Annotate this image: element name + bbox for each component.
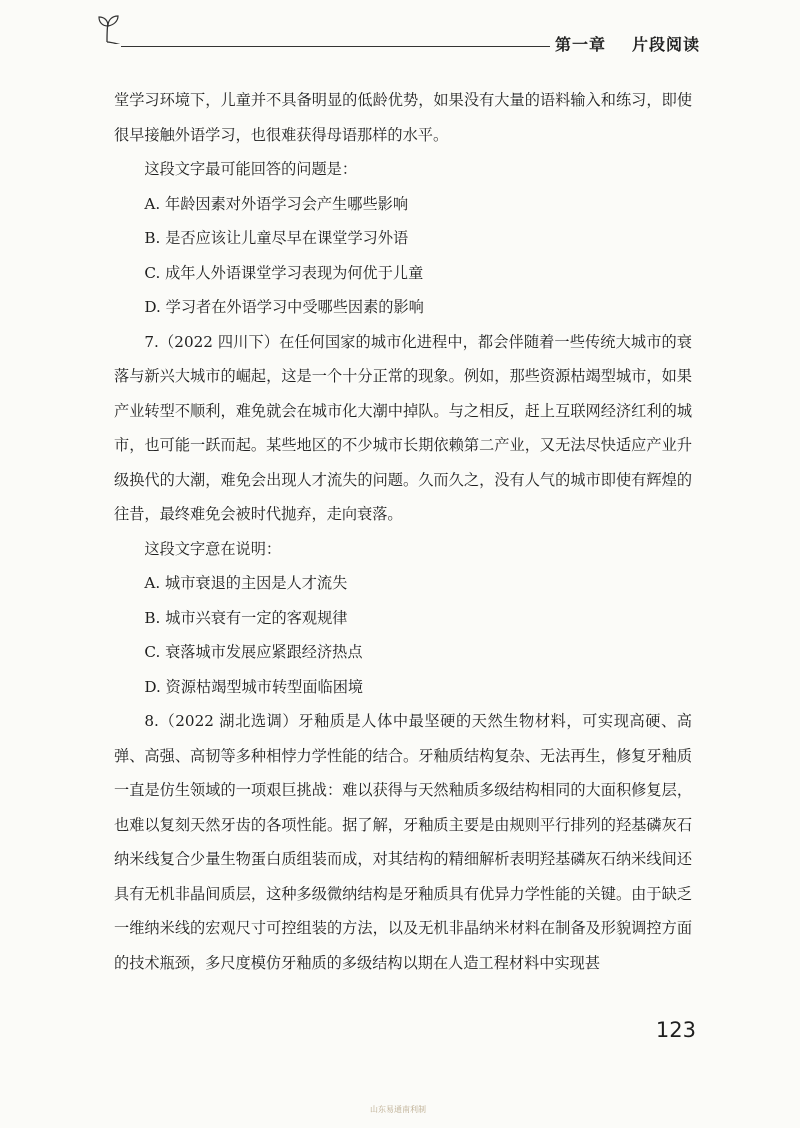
q7-option-b: B. 城市兴衰有一定的客观规律 <box>144 608 348 627</box>
q6-option-a: A. 年龄因素对外语学习会产生哪些影响 <box>144 194 409 213</box>
page-header <box>95 14 700 54</box>
footer-watermark: 山东易通南利制 <box>370 1105 426 1114</box>
q6-option-d: D. 学习者在外语学习中受哪些因素的影响 <box>144 298 424 316</box>
q6-option-b: B. 是否应该让儿童尽早在课堂学习外语 <box>144 229 409 247</box>
q6-option-c: C. 成年人外语课堂学习表现为何优于儿童 <box>144 263 424 282</box>
chapter-title <box>555 32 700 55</box>
chapter-label: 第一章 <box>554 35 606 54</box>
continued-paragraph: 堂学习环境下，儿童并不具备明显的低龄优势，如果没有大量的语料输入和练习，即使很早接触外语学习，也很难获得母语那样的水平。 <box>114 91 692 144</box>
page-number: 123 <box>655 1018 696 1042</box>
q7-question: 这段文字意在说明： <box>144 539 282 558</box>
q7-option-d: D. 资源枯竭型城市转型面临困境 <box>144 677 364 696</box>
page-content <box>114 83 692 980</box>
q8-stem: 8.（2022 湖北选调）牙釉质是人体中最坚硬的天然生物材料，可实现高硬、高弹、高强、高韧等多种相悖力学性能的结合。牙釉质结构复杂、无法再生，修复牙釉质一直是仿生领域的一项艰巨挑战：难以获得与天然釉质多级结构相同的大面积修复层，也难以复刻天然牙齿的各项性能。据了解，牙釉质主要是由规则平行排列的羟基磷灰石纳米线复合少量生物蛋白质组装而成，对其结构的精细解析表明羟基磷灰石纳米线间还具有无机非晶间质层，这种多级微纳结构是牙釉质具有优异力学性能的关键。由于缺乏一维纳米线的宏观尺寸可控组装的方法，以及无机非晶纳米材料在制备及形貌调控方面的技术瓶颈，多尺度模仿牙釉质的多级结构以期在人造工程材料中实现甚 <box>114 712 692 972</box>
section-label: 片段阅读 <box>631 35 700 54</box>
leaf-icon <box>95 14 129 44</box>
q7-stem: 7.（2022 四川下）在任何国家的城市化进程中，都会伴随着一些传统大城市的衰落与新兴大城市的崛起，这是一个十分正常的现象。例如，那些资源枯竭型城市，如果产业转型不顺利，难免就会在城市化大潮中掉队。与之相反，赶上互联网经济红利的城市，也可能一跃而起。某些地区的不少城市长期依赖第二产业，又无法尽快适应产业升级换代的大潮，难免会出现人才流失的问题。久而久之，没有人气的城市即使有辉煌的往昔，最终难免会被时代抛弃，走向衰落。 <box>114 332 692 523</box>
q7-option-c: C. 衰落城市发展应紧跟经济热点 <box>144 643 363 661</box>
header-rule <box>121 46 550 47</box>
q7-option-a: A. 城市衰退的主因是人才流失 <box>144 574 348 592</box>
q6-question: 这段文字最可能回答的问题是： <box>144 160 358 178</box>
